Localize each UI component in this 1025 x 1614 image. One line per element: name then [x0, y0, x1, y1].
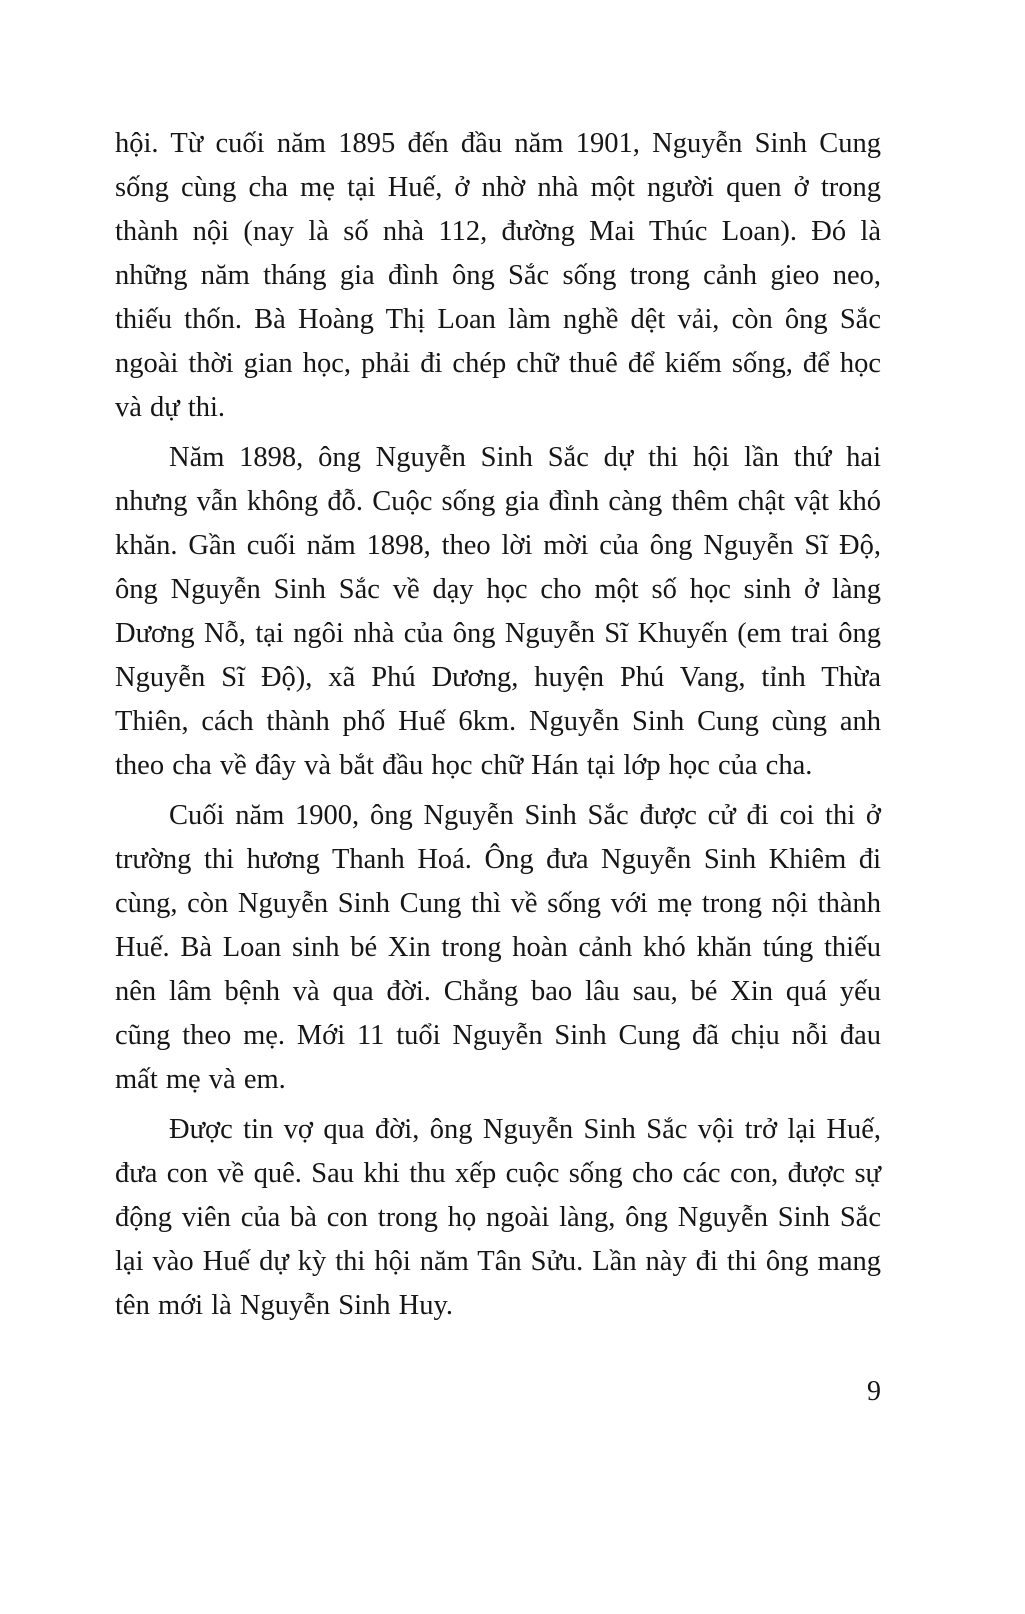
paragraph: Năm 1898, ông Nguyễn Sinh Sắc dự thi hội lần thứ hai nhưng vẫn không đỗ. Cuộc sống gia đình càng thêm chật vật khó khăn. Gần cuối năm 1898, theo lời mời của ông Nguyễn Sĩ Độ, ông Nguyễn Sinh Sắc về dạy học cho một số học sinh ở làng Dương Nỗ, tại ngôi nhà của ông Nguyễn Sĩ Khuyến (em trai ông Nguyễn Sĩ Độ), xã Phú Dương, huyện Phú Vang, tỉnh Thừa Thiên, cách thành phố Huế 6km. Nguyễn Sinh Cung cùng anh theo cha về đây và bắt đầu học chữ Hán tại lớp học của cha.	[115, 442, 881, 781]
page-number: 9	[867, 1376, 881, 1407]
paragraph: hội. Từ cuối năm 1895 đến đầu năm 1901, Nguyễn Sinh Cung sống cùng cha mẹ tại Huế, ở nhờ nhà một người quen ở trong thành nội (nay là số nhà 112, đường Mai Thúc Loan). Đó là những năm tháng gia đình ông Sắc sống trong cảnh gieo neo, thiếu thốn. Bà Hoàng Thị Loan làm nghề dệt vải, còn ông Sắc ngoài thời gian học, phải đi chép chữ thuê để kiếm sống, để học và dự thi.	[115, 128, 881, 423]
paragraph: Cuối năm 1900, ông Nguyễn Sinh Sắc được cử đi coi thi ở trường thi hương Thanh Hoá. Ông đưa Nguyễn Sinh Khiêm đi cùng, còn Nguyễn Sinh Cung thì về sống với mẹ trong nội thành Huế. Bà Loan sinh bé Xin trong hoàn cảnh khó khăn túng thiếu nên lâm bệnh và qua đời. Chẳng bao lâu sau, bé Xin quá yếu cũng theo mẹ. Mới 11 tuổi Nguyễn Sinh Cung đã chịu nỗi đau mất mẹ và em.	[115, 800, 881, 1095]
book-page-text-block	[115, 122, 881, 1414]
paragraph: Được tin vợ qua đời, ông Nguyễn Sinh Sắc vội trở lại Huế, đưa con về quê. Sau khi thu xếp cuộc sống cho các con, được sự động viên của bà con trong họ ngoài làng, ông Nguyễn Sinh Sắc lại vào Huế dự kỳ thi hội năm Tân Sửu. Lần này đi thi ông mang tên mới là Nguyễn Sinh Huy.	[115, 1114, 881, 1321]
